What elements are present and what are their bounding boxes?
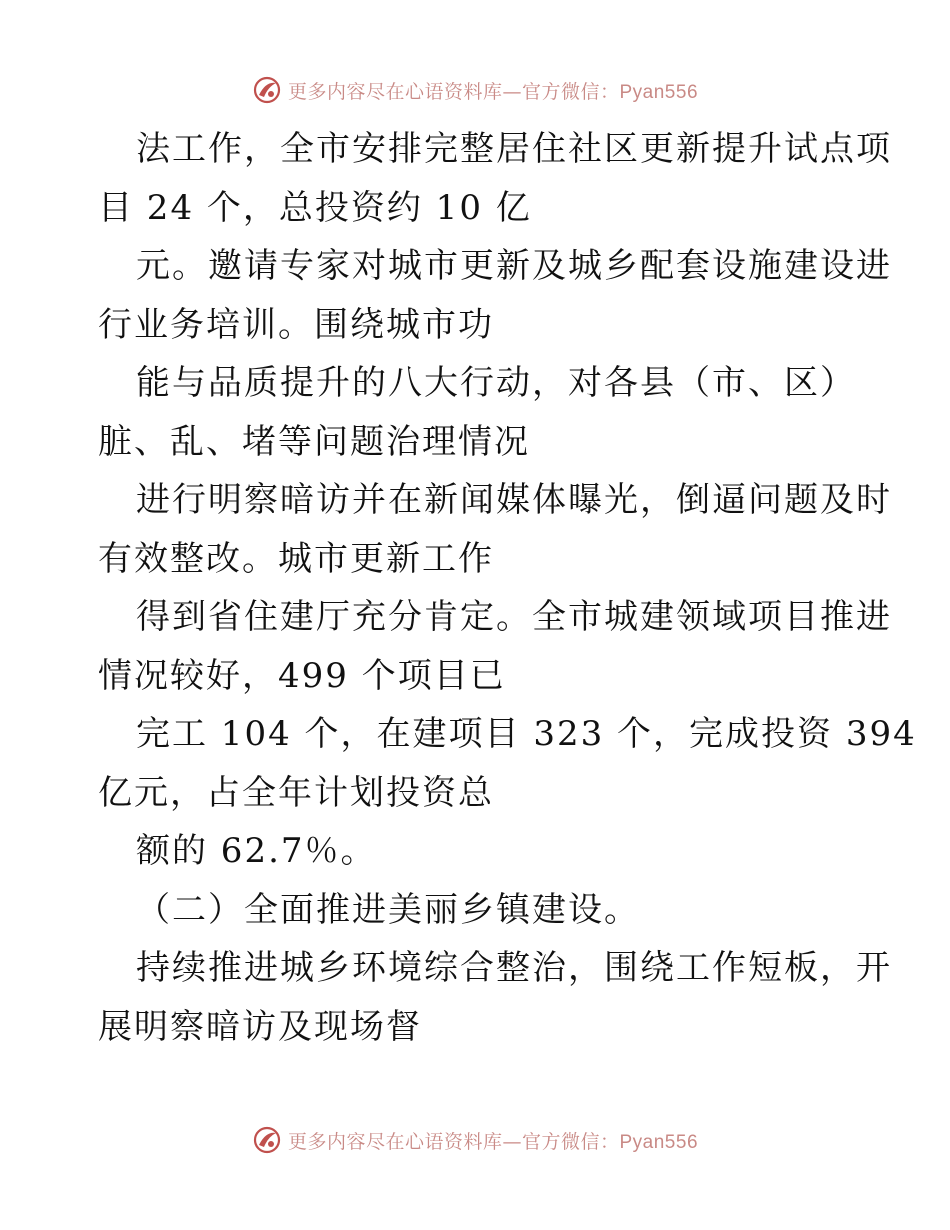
body-line: 元。邀请专家对城市更新及城乡配套设施建设进 (136, 246, 892, 286)
body-line: 有效整改。城市更新工作 (98, 538, 494, 579)
body-line: 得到省住建厅充分肯定。全市城建领域项目推进 (136, 597, 892, 637)
watermark-text: 更多内容尽在心语资料库—官方微信：Pyan556 (287, 80, 699, 103)
body-line: 情况较好，499 个项目已 (98, 655, 506, 696)
body-line: 脏、乱、堵等问题治理情况 (98, 421, 530, 462)
document-body (98, 120, 917, 1056)
body-line: 能与品质提升的八大行动，对各县（市、区） (136, 363, 856, 403)
body-line: 亿元，占全年计划投资总 (98, 772, 494, 813)
header-watermark (0, 72, 950, 108)
body-line: 额的 62.7％。 (136, 831, 377, 871)
body-line: 持续推进城乡环境综合整治，围绕工作短板，开 (136, 948, 892, 988)
body-line: 行业务培训。围绕城市功 (98, 304, 494, 345)
brush-seal-icon (252, 75, 282, 105)
body-line: 进行明察暗访并在新闻媒体曝光，倒逼问题及时 (136, 480, 892, 520)
body-line: 目 24 个，总投资约 10 亿 (98, 187, 532, 228)
body-line: 完工 104 个，在建项目 323 个，完成投资 394 (136, 714, 917, 754)
footer-watermark (0, 1122, 950, 1158)
section-heading: （二）全面推进美丽乡镇建设。 (136, 889, 640, 930)
watermark-text: 更多内容尽在心语资料库—官方微信：Pyan556 (287, 1130, 699, 1153)
body-line: 展明察暗访及现场督 (98, 1006, 422, 1047)
body-line: 法工作，全市安排完整居住社区更新提升试点项 (136, 129, 892, 169)
brush-seal-icon (252, 1125, 282, 1155)
